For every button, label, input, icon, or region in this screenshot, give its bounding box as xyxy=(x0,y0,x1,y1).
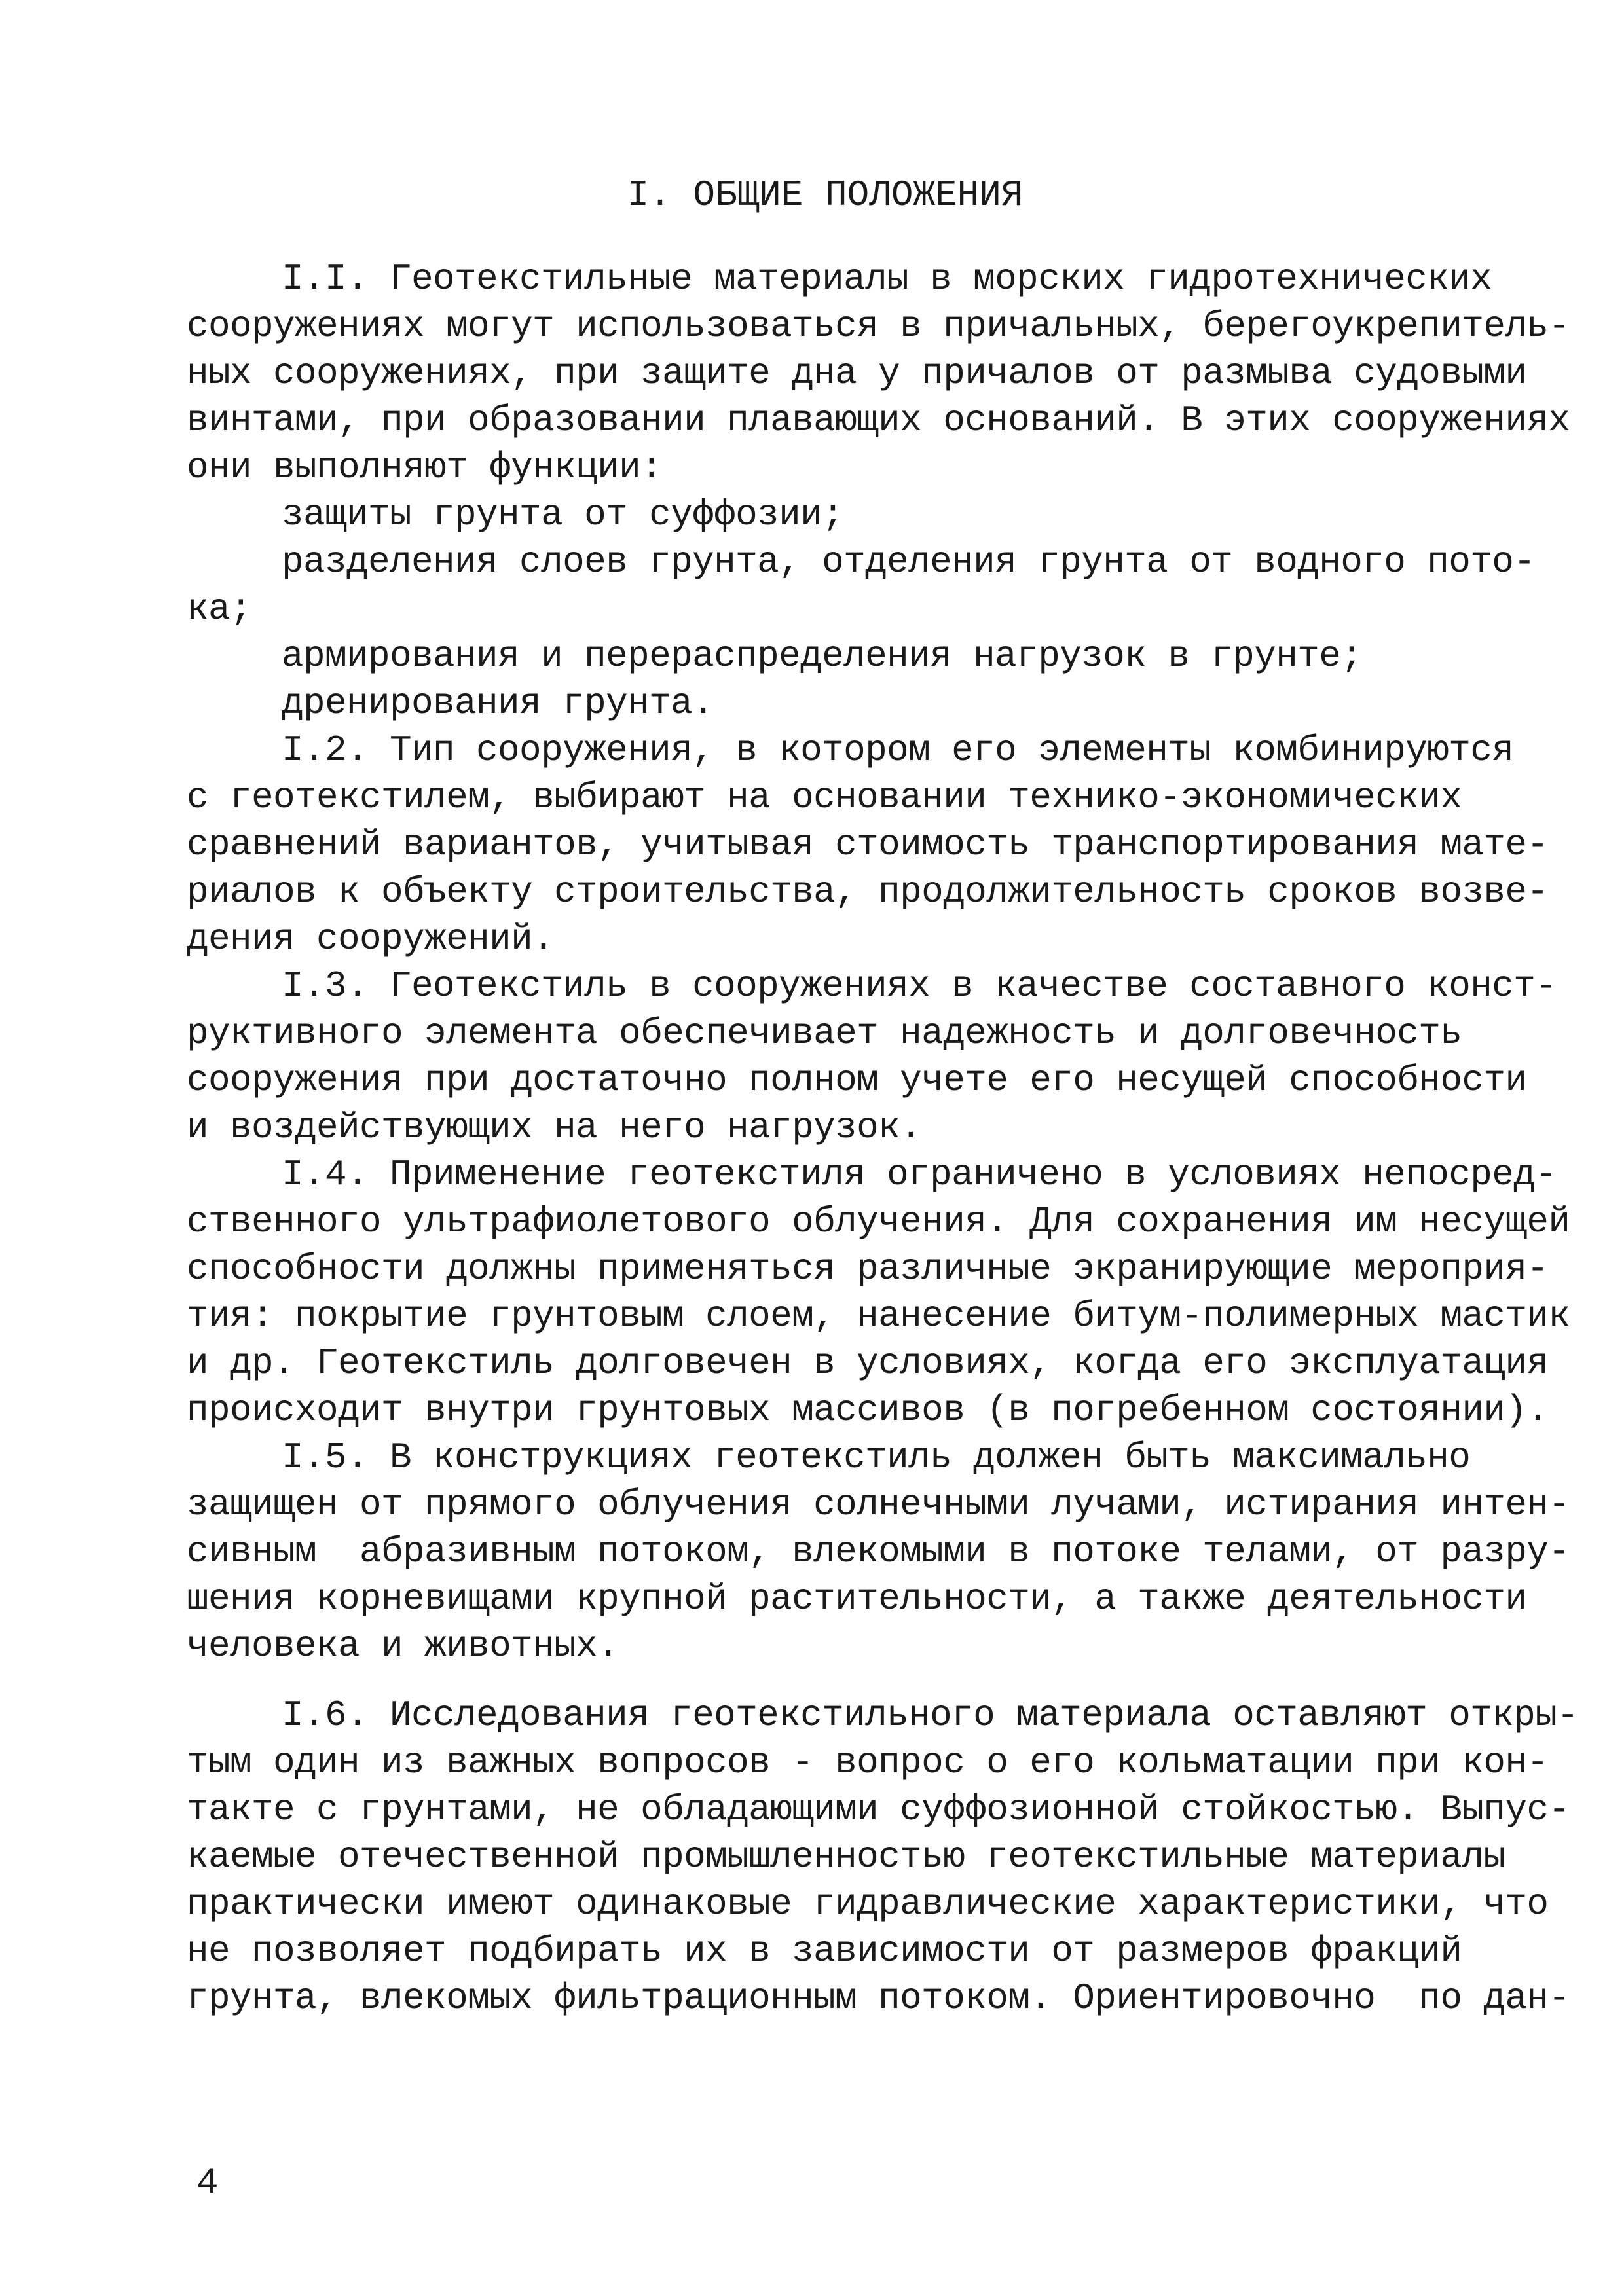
text-line: такте с грунтами, не обладающими суффозионной стойкостью. Выпус- xyxy=(187,1789,1570,1831)
text-line: и воздействующих на него нагрузок. xyxy=(187,1106,922,1148)
text-line: способности должны применяться различные экранирующие мероприя- xyxy=(187,1248,1549,1290)
text-line: руктивного элемента обеспечивает надежность и долговечность xyxy=(187,1012,1462,1054)
page-number: 4 xyxy=(196,2162,219,2204)
text-line: сооружения при достаточно полном учете его несущей способности xyxy=(187,1059,1527,1101)
text-line: армирования и перераспределения нагрузок в грунте; xyxy=(282,635,1363,677)
text-line: защищен от прямого облучения солнечными лучами, истирания интен- xyxy=(187,1484,1570,1525)
text-line: винтами, при образовании плавающих оснований. В этих сооружениях xyxy=(187,399,1570,441)
text-line: каемые отечественной промышленностью геотекстильные материалы xyxy=(187,1836,1505,1878)
text-line: и др. Геотекстиль долговечен в условиях, когда его эксплуатация xyxy=(187,1342,1549,1384)
text-line: человека и животных. xyxy=(187,1625,619,1667)
text-line: тым один из важных вопросов - вопрос о его кольматации при кон- xyxy=(187,1741,1549,1783)
text-line: практически имеют одинаковые гидравлические характеристики, что xyxy=(187,1883,1549,1925)
text-line: ственного ультрафиолетового облучения. Для сохранения им несущей xyxy=(187,1201,1570,1243)
text-line: сооружениях могут использоваться в причальных, берегоукрепитель- xyxy=(187,305,1570,347)
text-line: I.4. Применение геотекстиля ограничено в условиях непосред- xyxy=(282,1154,1557,1195)
text-line: ка; xyxy=(187,588,252,630)
text-line: с геотекстилем, выбирают на основании технико-экономических xyxy=(187,776,1462,818)
text-line: сравнений вариантов, учитывая стоимость транспортирования мате- xyxy=(187,824,1549,866)
text-line: защиты грунта от суффозии; xyxy=(282,494,844,536)
text-line: I.6. Исследования геотекстильного материала оставляют откры- xyxy=(282,1694,1579,1736)
text-line: дения сооружений. xyxy=(187,918,555,960)
text-line: риалов к объекту строительства, продолжительность сроков возве- xyxy=(187,871,1549,913)
text-line: разделения слоев грунта, отделения грунта от водного пото- xyxy=(282,541,1536,583)
text-line: I.5. В конструкциях геотекстиль должен быть максимально xyxy=(282,1436,1471,1478)
text-line: дренирования грунта. xyxy=(282,682,714,724)
text-line: происходит внутри грунтовых массивов (в погребенном состоянии). xyxy=(187,1389,1549,1431)
text-line: они выполняют функции: xyxy=(187,446,663,488)
section-title: I. ОБЩИЕ ПОЛОЖЕНИЯ xyxy=(627,174,1024,216)
text-line: грунта, влекомых фильтрационным потоком. Ориентировочно по дан- xyxy=(187,1977,1570,2019)
text-line: I.2. Тип сооружения, в котором его элементы комбинируются xyxy=(282,729,1514,771)
text-line: сивным абразивным потоком, влекомыми в потоке телами, от разру- xyxy=(187,1531,1570,1573)
text-line: ных сооружениях, при защите дна у причалов от размыва судовыми xyxy=(187,352,1527,394)
text-line: тия: покрытие грунтовым слоем, нанесение битум-полимерных мастик xyxy=(187,1295,1570,1337)
text-line: I.I. Геотекстильные материалы в морских гидротехнических xyxy=(282,258,1492,300)
text-line: не позволяет подбирать их в зависимости от размеров фракций xyxy=(187,1930,1462,1972)
text-line: шения корневищами крупной растительности, а также деятельности xyxy=(187,1578,1527,1620)
text-line: I.3. Геотекстиль в сооружениях в качестве составного конст- xyxy=(282,965,1557,1007)
